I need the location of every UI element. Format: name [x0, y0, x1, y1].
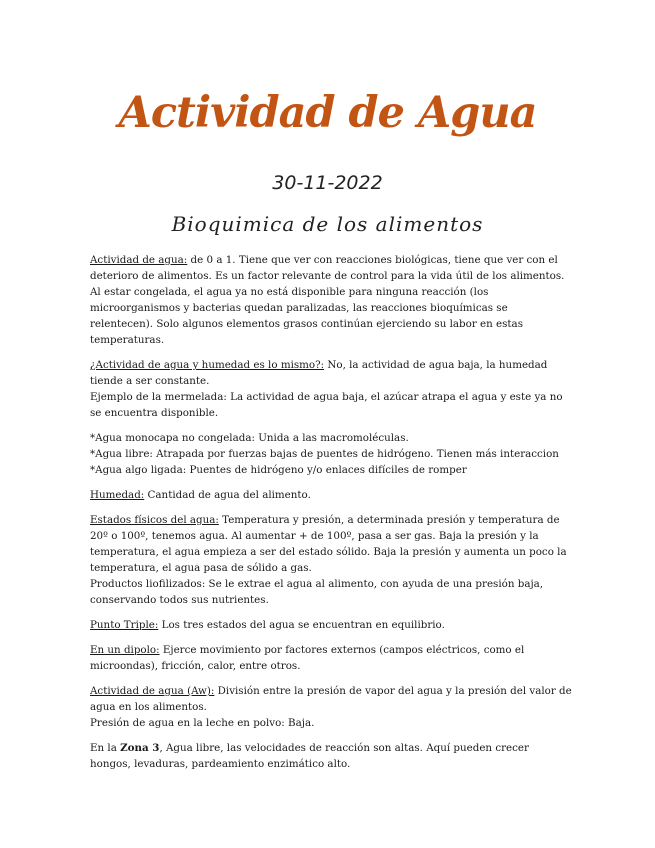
text-comparacion: No, la actividad de agua baja, la humedad tiende a ser constante. [90, 359, 548, 387]
paragraph-dipolo [90, 642, 572, 674]
notes-body [90, 252, 572, 781]
paragraph-aw [90, 683, 572, 731]
paragraph-actividad [90, 252, 572, 348]
paragraph-zona [90, 740, 572, 772]
text-humedad: Cantidad de agua del alimento. [144, 489, 311, 501]
text-actividad: de 0 a 1. Tiene que ver con reacciones biológicas, tiene que ver con el deterioro de alimentos. Es un factor relevante de control para la vida útil de los alimentos. Al estar congelada, el agua ya no está disponible para ninguna reacción (los microorganismos y bacterias quedan paralizadas, las reacciones bioquímicas se relentecen). Solo algunos elementos grasos continúan ejerciendo su labor en estas temperaturas. [90, 254, 565, 346]
text-zona: , Agua libre, las velocidades de reacción son altas. Aquí pueden crecer hongos, levaduras, pardeamiento enzimático alto. [90, 742, 529, 770]
term-estados: Estados físicos del agua: [90, 514, 219, 526]
paragraph-humedad-comparacion [90, 357, 572, 421]
text-aw: División entre la presión de vapor del agua y la presión del valor de agua en los alimentos. [90, 685, 572, 713]
term-punto-triple: Punto Triple: [90, 619, 159, 631]
paragraph-humedad [90, 487, 572, 503]
term-dipolo: En un dipolo: [90, 644, 160, 656]
text-zona-bold: Zona 3 [120, 742, 160, 754]
text-estados: Temperatura y presión, a determinada presión y temperatura de 20º o 100º, tenemos agua. Al aumentar + de 100º, pasa a ser gas. Baja la presión y la temperatura, el agua empieza a ser del estado sólido. Baja la presión y aumenta un poco la temperatura, el agua pasa de sólido a gas. [90, 514, 567, 574]
subtitle: Bioquimica de los alimentos [171, 212, 484, 236]
term-aw: Actividad de agua (Aw): [90, 685, 215, 697]
paragraph-estados [90, 512, 572, 608]
paragraph-punto-triple [90, 617, 572, 633]
term-actividad: Actividad de agua: [90, 254, 188, 266]
paragraph-tipos-agua [90, 430, 572, 478]
term-humedad: Humedad: [90, 489, 145, 501]
text-zona-pre: En la [90, 742, 121, 754]
text-leche: Presión de agua en la leche en polvo: Baja. [90, 717, 315, 729]
text-mermelada: Ejemplo de la mermelada: La actividad de agua baja, el azúcar atrapa el agua y este ya no se encuentra disponible. [90, 391, 563, 419]
text-punto-triple: Los tres estados del agua se encuentran en equilibrio. [158, 619, 445, 631]
term-comparacion: ¿Actividad de agua y humedad es lo mismo?: [90, 359, 325, 371]
list-item-monocapa: *Agua monocapa no congelada: Unida a las macromoléculas. [90, 432, 409, 444]
text-liofilizados: Productos liofilizados: Se le extrae el agua al alimento, con ayuda de una presión baja, conservando todos sus nutrientes. [90, 578, 544, 606]
list-item-ligada: *Agua algo ligada: Puentes de hidrógeno y/o enlaces difíciles de romper [90, 464, 467, 476]
page-title: Actividad de Agua [118, 88, 537, 138]
date-label: 30-11-2022 [272, 172, 383, 194]
list-item-libre: *Agua libre: Atrapada por fuerzas bajas de puentes de hidrógeno. Tienen más interaccion [90, 448, 559, 460]
text-dipolo: Ejerce movimiento por factores externos (campos eléctricos, como el microondas), fricción, calor, entre otros. [90, 644, 525, 672]
